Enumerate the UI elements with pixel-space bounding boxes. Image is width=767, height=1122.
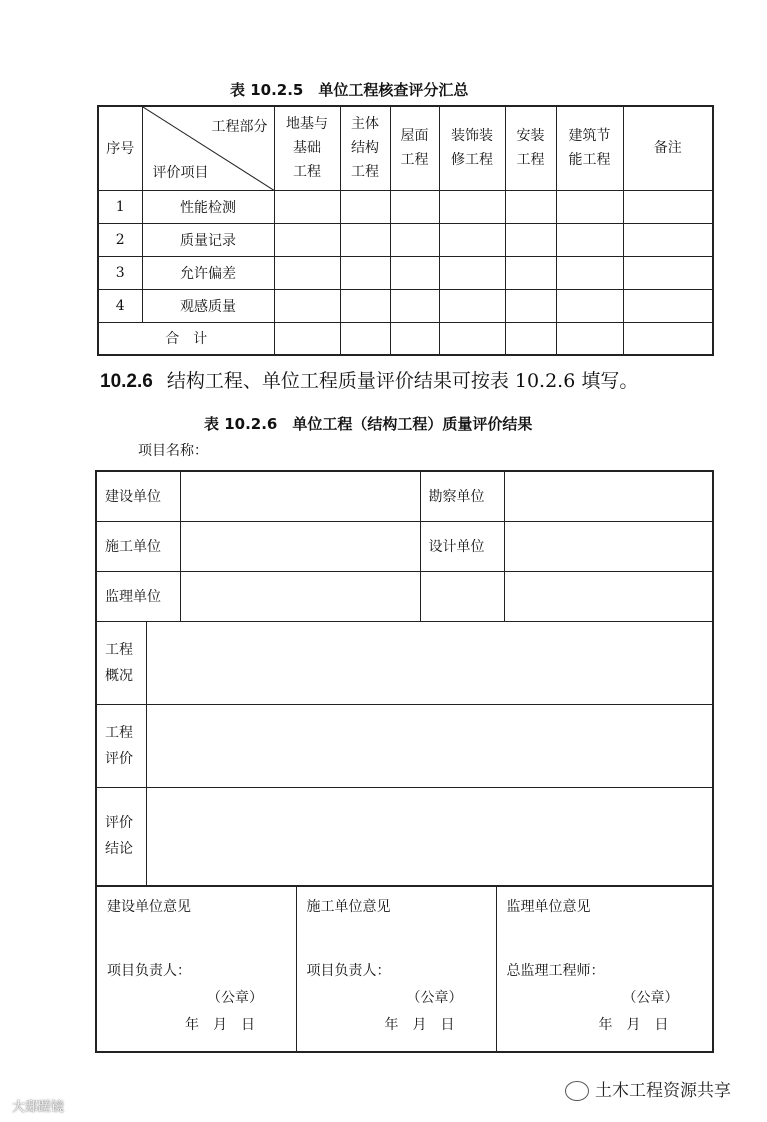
- overview-value: [146, 621, 713, 704]
- opinion-seal: （公章）: [622, 990, 679, 1006]
- evaluation-label: 工程 评价: [96, 704, 146, 787]
- watermark-right: [565, 1076, 731, 1101]
- col-remarks: 备注: [623, 106, 713, 190]
- opinion-seal: （公章）: [406, 990, 463, 1006]
- design-unit-label: 设计单位: [420, 521, 504, 571]
- watermark-left: 大邸蹉镜: [12, 1100, 65, 1115]
- seq-header: 序号: [98, 106, 142, 190]
- opinion-person: 总监理工程师：: [506, 963, 605, 979]
- conclusion-value: [146, 787, 713, 886]
- table-10-2-6-title: 表 10.2.6 单位工程（结构工程）质量评价结果: [204, 415, 533, 433]
- opinion-title: 监理单位意见: [506, 899, 591, 915]
- quality-evaluation-table: [95, 470, 714, 887]
- opinion-date: 年 月 日: [384, 1017, 455, 1033]
- col-energy-saving: 建筑节 能工程: [556, 106, 623, 190]
- diag-top-label: 工程部分: [211, 119, 268, 135]
- supervision-opinion: [496, 887, 713, 1052]
- table-row: [98, 289, 713, 322]
- score-summary-table: [97, 105, 714, 356]
- row-item: 性能检测: [142, 190, 274, 223]
- col-roofing: 屋面 工程: [390, 106, 439, 190]
- builder-unit-value: [180, 521, 420, 571]
- opinion-person: 项目负责人：: [306, 963, 391, 979]
- construction-unit-label: 建设单位: [96, 471, 180, 521]
- watermark-right-text: 土木工程资源共享: [595, 1081, 731, 1101]
- table-row: [98, 190, 713, 223]
- col-main-structure: 主体 结构 工程: [340, 106, 390, 190]
- row-number: 4: [98, 289, 142, 322]
- supervision-unit-label: 监理单位: [96, 571, 180, 621]
- opinion-seal: （公章）: [207, 990, 263, 1006]
- section-number: 10.2.6: [100, 371, 153, 392]
- row-item: 允许偏差: [142, 256, 274, 289]
- diag-bottom-label: 评价项目: [152, 164, 209, 181]
- diagonal-header-cell: [142, 106, 274, 190]
- header-row: [98, 106, 713, 190]
- overview-label: 工程 概况: [96, 621, 146, 704]
- opinion-title: 建设单位意见: [107, 899, 191, 915]
- survey-unit-label: 勘察单位: [420, 471, 504, 521]
- table-10-2-5-title: 表 10.2.5 单位工程核查评分汇总: [230, 81, 469, 99]
- row-number: 3: [98, 256, 142, 289]
- survey-unit-value: [504, 471, 713, 521]
- total-label: 合 计: [98, 322, 274, 355]
- table-row: [98, 256, 713, 289]
- construction-opinion: [96, 887, 296, 1052]
- row-item: 观感质量: [142, 289, 274, 322]
- project-name-label: 项目名称：: [138, 443, 208, 459]
- conclusion-label: 评价 结论: [96, 787, 146, 886]
- table-row: [98, 223, 713, 256]
- opinion-date: 年 月 日: [598, 1017, 669, 1033]
- opinion-person: 项目负责人：: [107, 963, 191, 979]
- row-item: 质量记录: [142, 223, 274, 256]
- section-10-2-6: [100, 366, 638, 393]
- builder-opinion: [296, 887, 496, 1052]
- construction-unit-value: [180, 471, 420, 521]
- opinion-date: 年 月 日: [185, 1017, 255, 1033]
- col-foundation: 地基与 基础 工程: [274, 106, 340, 190]
- row-number: 2: [98, 223, 142, 256]
- evaluation-value: [146, 704, 713, 787]
- section-text: 结构工程、单位工程质量评价结果可按表 10.2.6 填写。: [166, 370, 639, 392]
- design-unit-value: [504, 521, 713, 571]
- total-row: [98, 322, 713, 355]
- row-number: 1: [98, 190, 142, 223]
- wechat-icon: [565, 1081, 589, 1101]
- opinions-table: [95, 886, 714, 1053]
- col-decoration: 装饰装 修工程: [439, 106, 505, 190]
- supervision-unit-value-2: [504, 571, 713, 621]
- opinion-title: 施工单位意见: [306, 899, 391, 915]
- supervision-unit-value: [180, 571, 420, 621]
- builder-unit-label: 施工单位: [96, 521, 180, 571]
- supervision-extra: [420, 571, 504, 621]
- col-installation: 安装 工程: [505, 106, 556, 190]
